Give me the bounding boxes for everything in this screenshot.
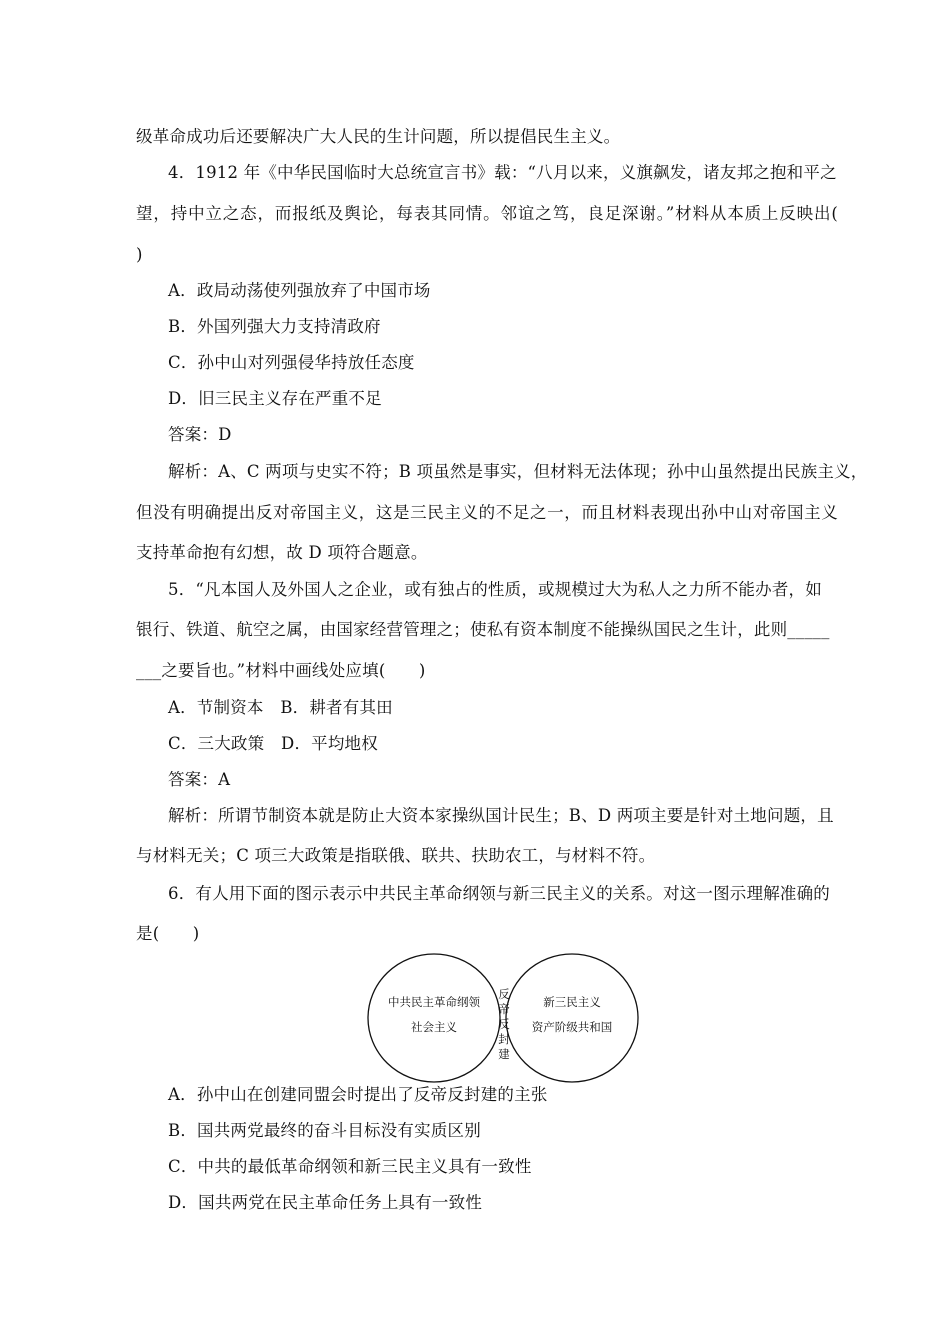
- option-b: B．外国列强大力支持清政府: [168, 317, 381, 336]
- question-5-line: 5．“凡本国人及外国人之企业，或有独占的性质，或规模过大为私人之力所不能办者，如: [168, 580, 822, 599]
- option-d: D．旧三民主义存在严重不足: [168, 389, 382, 408]
- left-label-2: 社会主义: [411, 1020, 457, 1034]
- middle-char: 帝: [498, 1002, 510, 1016]
- answer: 答案：A: [168, 770, 231, 789]
- middle-char: 建: [498, 1047, 510, 1061]
- right-circle: [506, 954, 638, 1082]
- question-5-line: 银行、铁道、航空之属，由国家经营管理之；使私有资本制度不能操纵国民之生计，此则_____: [136, 620, 830, 639]
- left-label-1: 中共民主革命纲领: [388, 995, 480, 1009]
- option-c: C．孙中山对列强侵华持放任态度: [168, 353, 415, 372]
- option-a: A．政局动荡使列强放弃了中国市场: [168, 281, 431, 300]
- explanation-line: 解析：A、C 两项与史实不符；B 项虽然是事实，但材料无法体现；孙中山虽然提出民族主义，: [168, 462, 868, 481]
- option-c: C．中共的最低革命纲领和新三民主义具有一致性: [168, 1157, 532, 1176]
- question-4-line: 望，持中立之态，而报纸及舆论，每表其同情。邻谊之笃，良足深谢。”材料从本质上反映出(: [136, 204, 838, 223]
- explanation-line: 与材料无关；C 项三大政策是指联俄、联共、扶助农工，与材料不符。: [136, 846, 656, 865]
- right-label-2: 资产阶级共和国: [531, 1020, 613, 1034]
- question-5-line: ___之要旨也。”材料中画线处应填( ): [136, 661, 426, 680]
- question-6-line: 6．有人用下面的图示表示中共民主革命纲领与新三民主义的关系。对这一图示理解准确的: [168, 884, 830, 903]
- explanation-line: 支持革命抱有幻想，故 D 项符合题意。: [136, 543, 428, 562]
- middle-char: 反: [498, 987, 510, 1001]
- middle-char: 反: [498, 1017, 510, 1031]
- left-circle: [368, 954, 500, 1082]
- venn-diagram: [366, 951, 642, 1085]
- options-cd: C．三大政策 D．平均地权: [168, 734, 378, 753]
- text-line: 级革命成功后还要解决广大人民的生计问题，所以提倡民生主义。: [136, 127, 621, 146]
- option-d: D．国共两党在民主革命任务上具有一致性: [168, 1193, 483, 1212]
- option-a: A．孙中山在创建同盟会时提出了反帝反封建的主张: [168, 1085, 548, 1104]
- option-b: B．国共两党最终的奋斗目标没有实质区别: [168, 1121, 481, 1140]
- right-label-1: 新三民主义: [543, 995, 601, 1009]
- question-6-line: 是( ): [136, 924, 200, 943]
- middle-char: 封: [498, 1032, 510, 1046]
- answer: 答案：D: [168, 425, 232, 444]
- question-4-line: ): [136, 245, 143, 264]
- explanation-line: 解析：所谓节制资本就是防止大资本家操纵国计民生；B、D 两项主要是针对土地问题，且: [168, 806, 834, 825]
- options-ab: A．节制资本 B．耕者有其田: [168, 698, 393, 717]
- question-4-line: 4．1912 年《中华民国临时大总统宣言书》载：“八月以来，义旗飙发，诸友邦之抱和平之: [168, 163, 837, 182]
- explanation-line: 但没有明确提出反对帝国主义，这是三民主义的不足之一，而且材料表现出孙中山对帝国主义: [136, 503, 838, 522]
